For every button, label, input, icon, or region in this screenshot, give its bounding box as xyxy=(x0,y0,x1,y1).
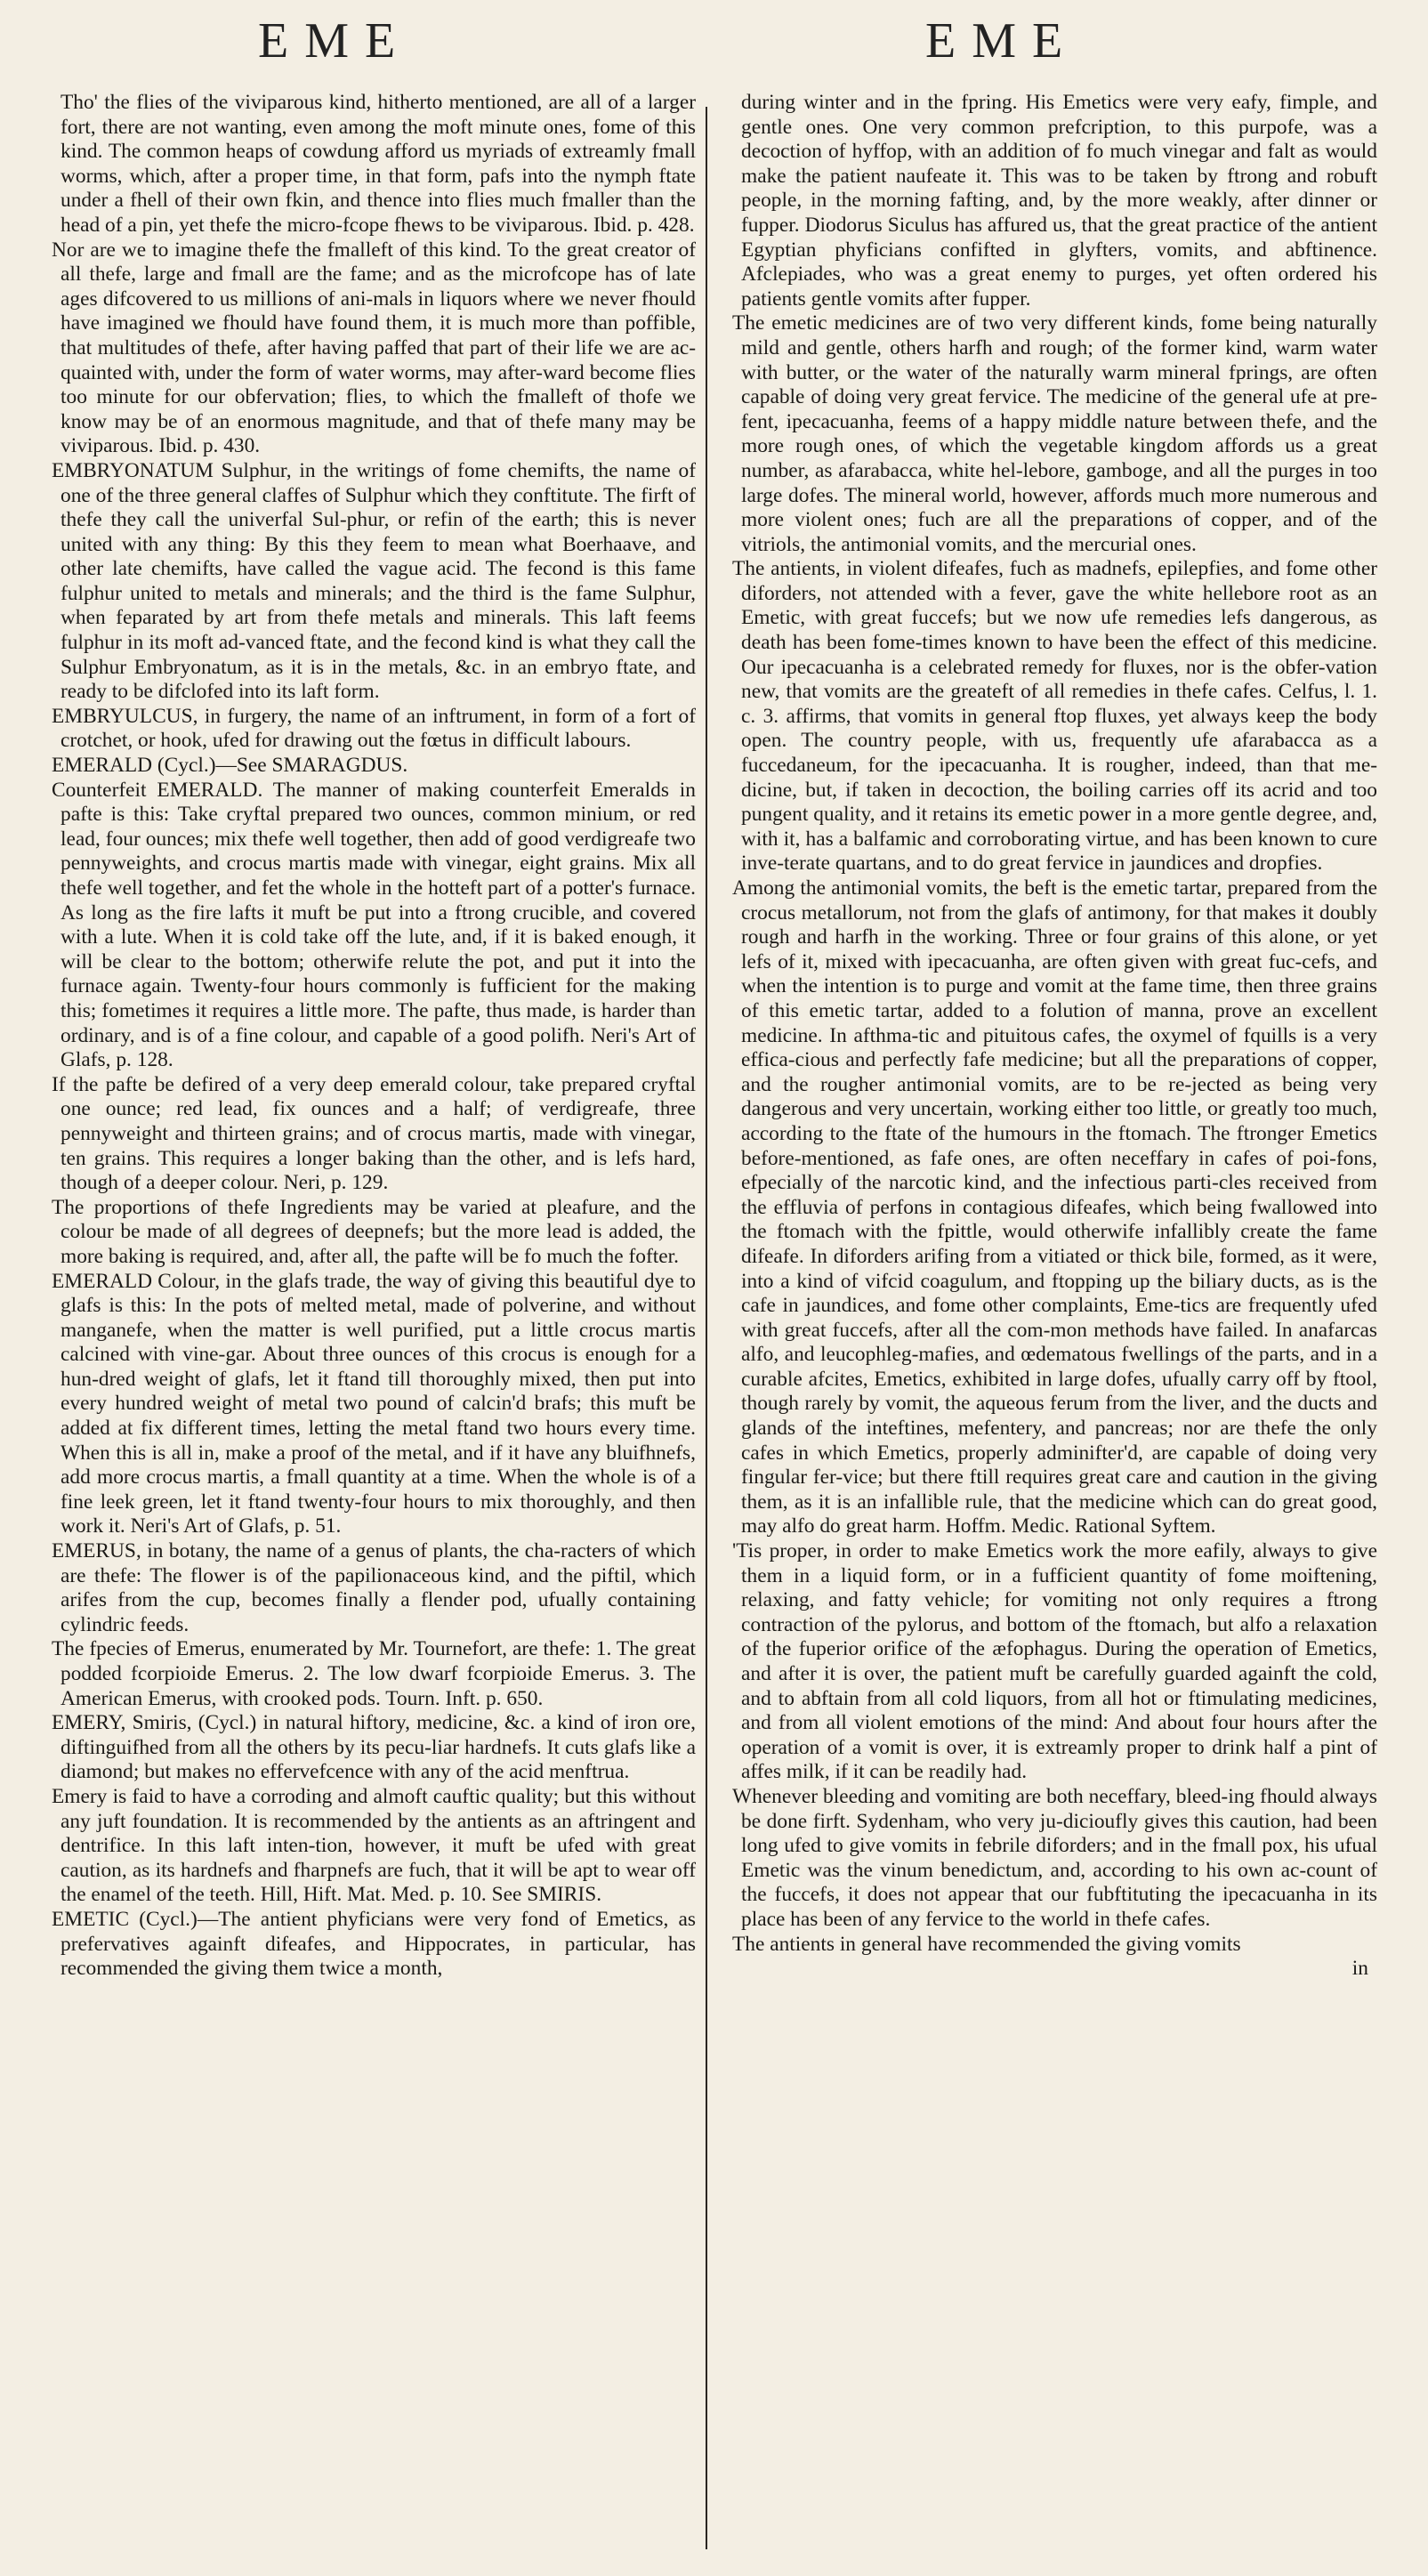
paragraph: The fpecies of Emerus, enumerated by Mr. Tournefort, are thefe: 1. The great podded fcorpioide Emerus. 2. The low dwarf fcorpioide Emerus. 3. The American Emerus, with crooked pods. Tourn. Inft. p. 650. xyxy=(52,1637,696,1710)
paragraph: The proportions of thefe Ingredients may be varied at pleafure, and the colour be made of all degrees of deepnefs; but the more lead is added, the more baking is required, and, after all, the pafte will be fo much the fofter. xyxy=(52,1195,696,1268)
dictionary-entry: EMERY, Smiris, (Cycl.) in natural hiftory, medicine, &c. a kind of iron ore, diftinguifhed from all the others by its pecu-liar hardnefs. It cuts glafs like a diamond; but makes no effervefcence with any of the acid menftrua. xyxy=(52,1711,696,1784)
paragraph: Nor are we to imagine thefe the fmalleft of this kind. To the great creator of all thefe, large and fmall are the fame; and as the microfcope has of late ages difcovered to us millions of ani-mals in liquors where we never fhould have imagined we fhould have found them, it is much more than poffible, that multitudes of thefe, after having paffed that part of their life we are ac-quainted with, under the form of water worms, may after-ward become flies too minute for our obfervation; flies, to which the fmalleft of thofe we know may be of an enormous magnitude, and that of thefe many may be viviparous. Ibid. p. 430. xyxy=(52,238,696,458)
dictionary-entry: EMETIC (Cycl.)—The antient phyficians were very fond of Emetics, as prefervatives againft difeafes, and Hippocrates, in particular, has recommended the giving them twice a month, xyxy=(52,1907,696,1981)
dictionary-entry: EMERUS, in botany, the name of a genus of plants, the cha-racters of which are thefe: The flower is of the papilionaceous kind, and the piftil, which arifes from the cup, becomes finally a flender pod, ufually containing cylindric feeds. xyxy=(52,1539,696,1636)
paragraph: The antients, in violent difeafes, fuch as madnefs, epilepfies, and fome other diforders, not attended with a fever, gave the white hellebore root as an Emetic, with great fuccefs; but we now ufe remedies lefs dangerous, as death has been fome-times known to have been the effect of this medicine. Our ipecacuanha is a celebrated remedy for fluxes, nor is the obfer-vation new, that vomits are the greateft of all remedies in thefe cafes. Celfus, l. 1. c. 3. affirms, that vomits in general ftop fluxes, yet always keep the body open. The country people, with us, frequently ufe afarabacca as a fuccedaneum, for the ipecacuanha. It is rougher, indeed, than that me-dicine, but, if taken in decoction, the boiling carries off its acrid and too pungent quality, and it retains its emetic power in a more gentle degree, and, with it, has a balfamic and corroborating virtue, and has been known to cure inve-terate quartans, and to do great fervice in jaundices and dropfies. xyxy=(732,557,1377,876)
paragraph: during winter and in the fpring. His Emetics were very eafy, fimple, and gentle ones. One very common prefcription, to this purpofe, was a decoction of hyffop, with an addition of fo much vinegar and falt as would make the patient naufeate it. This was to be taken by ftrong and robuft people, in the morning fafting, and, by the more weakly, after dinner or fupper. Diodorus Siculus has affured us, that the great practice of the antient Egyptian phyficians confifted in glyfters, vomits, and abftinence. Afclepiades, who was a great enemy to purges, yet often ordered his patients gentle vomits after fupper. xyxy=(741,91,1377,311)
dictionary-entry: EMBRYULCUS, in furgery, the name of an inftrument, in form of a fort of crotchet, or hook, ufed for drawing out the fœtus in difficult labours. xyxy=(52,704,696,753)
dictionary-entry: EMERALD Colour, in the glafs trade, the way of giving this beautiful dye to glafs is this: In the pots of melted metal, made of polverine, and without manganefe, when the matter is well purified, put a little crocus martis calcined with vine-gar. About three ounces of this crocus is enough for a hun-dred weight of glafs, let it ftand till thoroughly mixed, then put into every hundred weight of metal two pound of calcin'd brafs; this muft be added at fix different times, letting the metal ftand two hours every time. When this is all in, make a proof of the metal, and if it have any bluifhnefs, add more crocus martis, a fmall quantity at a time. When the whole is of a fine leek green, let it ftand twenty-four hours to mix thoroughly, and then work it. Neri's Art of Glafs, p. 51. xyxy=(52,1269,696,1538)
paragraph: The antients in general have recommended the giving vomits xyxy=(732,1932,1241,1956)
paragraph: The emetic medicines are of two very different kinds, fome being naturally mild and gentle, others harfh and rough; of the former kind, warm water with butter, or the water of the naturally warm mineral fprings, are often capable of doing very great fervice. The medicine of the general ufe at pre-fent, ipecacuanha, feems of a happy middle nature between thefe, and the more rough ones, of which the vegetable kingdom affords us a great number, as afarabacca, white hel-lebore, gamboge, and all the purges in too large dofes. The mineral world, however, affords much more numerous and more violent ones; fuch are all the preparations of copper, and of the vitriols, the antimonial vomits, and the mercurial ones. xyxy=(732,311,1377,556)
paragraph: 'Tis proper, in order to make Emetics work the more eafily, always to give them in a liquid form, or in a fufficient quantity of fome moiftening, relaxing, and fatty vehicle; for vomiting not only requires a ftrong contraction of the pylorus, and bottom of the ftomach, but alfo a relaxation of the fuperior orifice of the æfophagus. During the operation of Emetics, and after it is over, the patient muft be carefully guarded againft the cold, and to abftain from all cold liquors, from all hot or ftimulating medicines, and from all violent emotions of the mind: And about four hours after the operation of a vomit is over, it is extreamly proper to drink half a pint of affes milk, if it can be readily had. xyxy=(732,1539,1377,1784)
paragraph: Whenever bleeding and vomiting are both neceffary, bleed-ing fhould always be done firft. Sydenham, who very ju-dicioufly gives this caution, had been long ufed to give vomits in febrile diforders; and in the fmall pox, his ufual Emetic was the vinum benedictum, and, according to his own ac-count of the fuccefs, it does not appear that our fubftituting the ipecacuanha in its place has been of any fervice to the world in thefe cafes. xyxy=(732,1784,1377,1931)
dictionary-entry: Counterfeit EMERALD. The manner of making counterfeit Emeralds in pafte is this: Take cryftal prepared two ounces, common minium, or red lead, four ounces; mix thefe well together, then add of good verdigreafe two pennyweights, and crocus martis made with vinegar, eight grains. Mix all thefe well together, and fet the whole in the hotteft part of a potter's furnace. As long as the fire lafts it muft be put into a ftrong crucible, and covered with a lute. When it is cold take off the lute, and, if it is baked enough, it will be clear to the bottom; otherwife relute the pot, and put it into the furnace again. Twenty-four hours commonly is fufficient for the making this; fometimes it requires a little more. The pafte, thus made, is harder than ordinary, and is of a fine colour, and capable of a good polifh. Neri's Art of Glafs, p. 128. xyxy=(52,778,696,1072)
catchword: in xyxy=(1351,1957,1368,1981)
running-head-left: EME xyxy=(258,13,412,69)
left-column xyxy=(52,91,696,2573)
paragraph: If the pafte be defired of a very deep emerald colour, take prepared cryftal one ounce; red lead, fix ounces and a half; of verdigreafe, three pennyweight and thirteen grains; and of crocus martis, made with vinegar, ten grains. This requires a longer baking than the other, and is lefs hard, though of a deeper colour. Neri, p. 129. xyxy=(52,1072,696,1195)
running-head-right: EME xyxy=(925,13,1079,69)
paragraph: Emery is faid to have a corroding and almoft cauftic quality; but this without any juft foundation. It is recommended by the antients as an aftringent and dentrifice. In this laft inten-tion, however, it muft be ufed with great caution, as its hardnefs and fharpnefs are fuch, that it will be apt to wear off the enamel of the teeth. Hill, Hift. Mat. Med. p. 10. See SMIRIS. xyxy=(52,1784,696,1907)
paragraph: Tho' the flies of the viviparous kind, hitherto mentioned, are all of a larger fort, there are not wanting, even among the moft minute ones, fome of this kind. The common heaps of cowdung afford us myriads of extreamly fmall worms, which, after a proper time, in that form, pafs into the nymph ftate under a fhell of their own fkin, and thence into flies much fmaller than the head of a pin, yet thefe the micro-fcope fhews to be viviparous. Ibid. p. 428. xyxy=(61,91,696,237)
paragraph: Among the antimonial vomits, the beft is the emetic tartar, prepared from the crocus metallorum, not from the glafs of antimony, for that makes it doubly rough and harfh in the working. Three or four grains of this alone, or yet lefs of it, mixed with ipecacuanha, are often given with great fuc-cefs, and when the intention is to purge and vomit at the fame time, then three grains of this emetic tartar, added to a folution of manna, prove an excellent medicine. In afthma-tic and pituitous cafes, the oxymel of fquills is a very effica-cious and perfectly fafe medicine; but all the preparations of copper, and the rougher antimonial vomits, are to be re-jected as being very dangerous and very uncertain, working either too little, or greatly too much, according to the ftate of the humours in the ftomach. The ftronger Emetics before-mentioned, as fafe ones, are often neceffary in cafes of poi-fons, efpecially of the narcotic kind, and the infectious parti-cles received from the effluvia of perfons in contagious difeafes, which being fwallowed into the ftomach with the fpittle, would otherwife infallibly create the fame difeafe. In diforders arifing from a vitiated or thick bile, formed, as it were, into a kind of vifcid coagulum, and ftopping up the biliary ducts, as is the cafe in jaundices, and fome other complaints, Eme-tics are frequently ufed with great fuccefs, after all the com-mon methods have failed. In anafarcas alfo, and leucophleg-mafies, and œdematous fwellings of the parts, and in a curable afcites, Emetics, exhibited in large dofes, ufually carry off by ftool, though rarely by vomit, the aqueous ferum from the liver, and the ducts and glands of the inteftines, mefentery, and pancreas; nor are thefe the only cafes in which Emetics, properly adminifter'd, are capable of doing very fingular fer-vice; but there ftill requires great care and caution in the giving them, as it is an infallible rule, that the medicine which can do great good, may alfo do great harm. Hoffm. Medic. Rational Syftem. xyxy=(732,876,1377,1538)
dictionary-entry: EMERALD (Cycl.)—See SMARAGDUS. xyxy=(52,754,408,778)
column-divider xyxy=(706,107,707,2549)
right-column xyxy=(732,91,1377,2573)
dictionary-entry: EMBRYONATUM Sulphur, in the writings of fome chemifts, the name of one of the three general claffes of Sulphur which they conftitute. The firft of thefe they call the univerfal Sul-phur, or refin of the earth; this is never united with any thing: By this they feem to mean what Boerhaave, and other late chemifts, have called the vague acid. The fecond is this fame fulphur united to metals and minerals; and the third is the fame Sulphur, when feparated by art from thefe metals and minerals. This laft feems fulphur in its moft ad-vanced ftate, and the fecond kind is what they call the Sulphur Embryonatum, as it is in the metals, &c. in an embryo ftate, and ready to be difclofed into its laft form. xyxy=(52,458,696,704)
